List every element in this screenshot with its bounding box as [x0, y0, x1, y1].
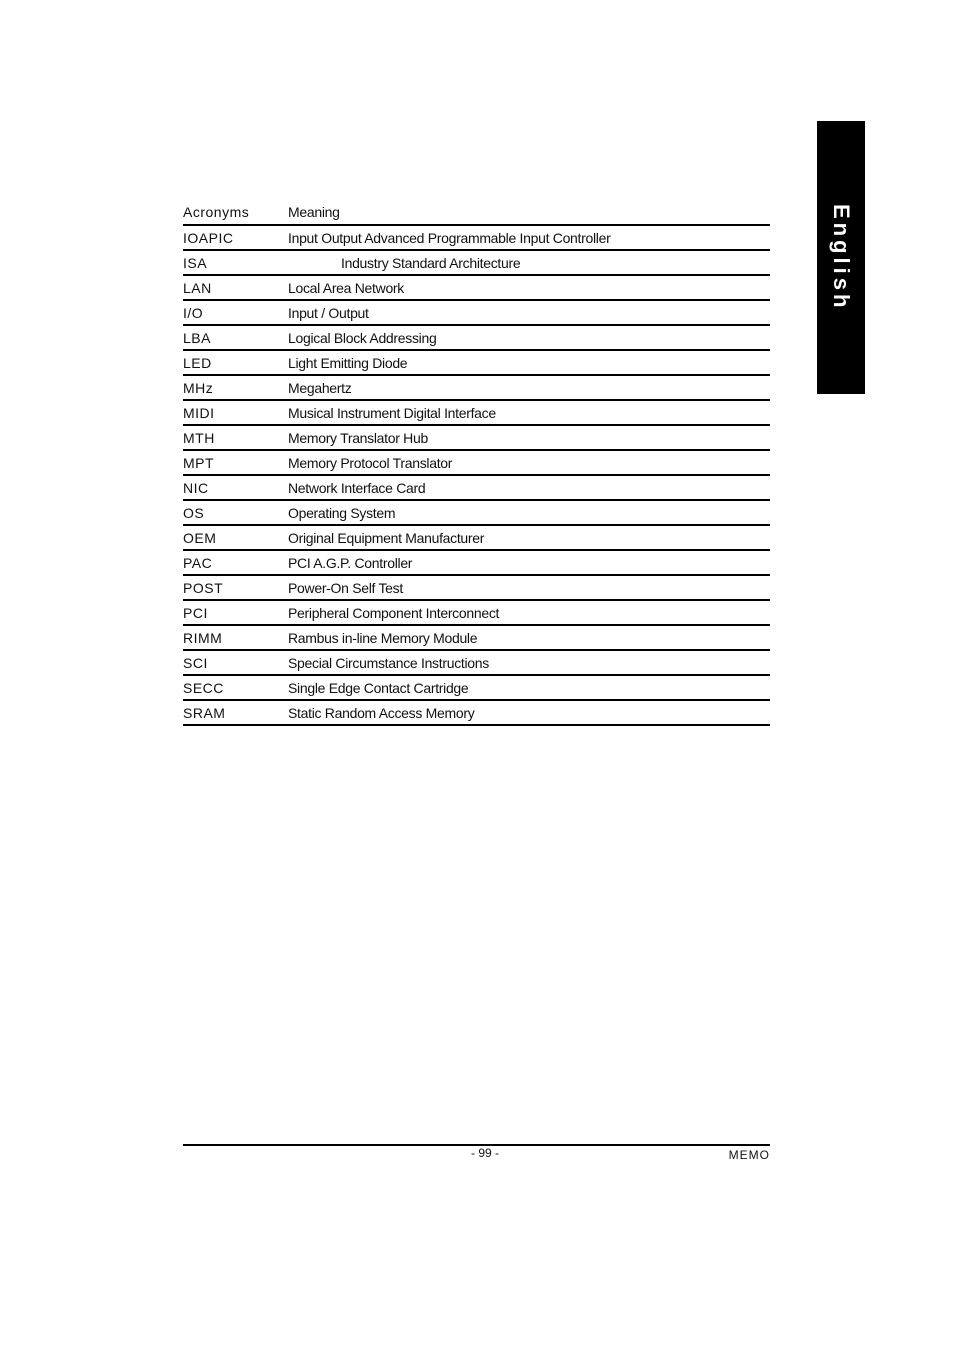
table-row: [183, 326, 770, 351]
acronym-cell: POST: [183, 579, 224, 596]
header-acronyms: Acronyms: [183, 204, 250, 220]
acronym-cell: MTH: [183, 429, 215, 446]
page-number: - 99 -: [470, 1146, 499, 1160]
meaning-cell: Memory Protocol Translator: [288, 454, 453, 471]
acronym-cell: NIC: [183, 479, 209, 496]
table-row: [183, 551, 770, 576]
acronym-cell: LBA: [183, 329, 211, 346]
acronym-cell: SRAM: [183, 704, 226, 721]
table-row: [183, 576, 770, 601]
table-row: [183, 601, 770, 626]
acronym-cell: ISA: [183, 254, 208, 271]
acronym-cell: RIMM: [183, 629, 223, 646]
table-header: [183, 200, 770, 226]
acronym-cell: MHz: [183, 379, 214, 396]
meaning-cell: Network Interface Card: [288, 479, 426, 496]
table-row: [183, 701, 770, 726]
acronym-cell: SECC: [183, 679, 224, 696]
table-row: [183, 401, 770, 426]
acronym-cell: OS: [183, 504, 205, 521]
meaning-cell: Musical Instrument Digital Interface: [288, 404, 496, 421]
table-row: [183, 676, 770, 701]
acronym-cell: MPT: [183, 454, 215, 471]
table-row: [183, 426, 770, 451]
acronym-cell: MIDI: [183, 404, 215, 421]
table-row: [183, 301, 770, 326]
acronym-cell: LAN: [183, 279, 212, 296]
table-row: [183, 276, 770, 301]
meaning-cell: Operating System: [288, 504, 396, 521]
meaning-cell: Peripheral Component Interconnect: [288, 604, 500, 621]
meaning-cell: Input Output Advanced Programmable Input Controller: [288, 229, 611, 246]
acronym-cell: I/O: [183, 304, 204, 321]
meaning-cell: Power-On Self Test: [288, 579, 403, 596]
meaning-cell: Input / Output: [288, 304, 369, 321]
acronym-cell: LED: [183, 354, 212, 371]
acronym-cell: IOAPIC: [183, 229, 234, 246]
meaning-cell: Single Edge Contact Cartridge: [288, 679, 469, 696]
table-row: [183, 351, 770, 376]
meaning-cell: Memory Translator Hub: [288, 429, 428, 446]
acronym-cell: PAC: [183, 554, 213, 571]
meaning-cell: Original Equipment Manufacturer: [288, 529, 485, 546]
meaning-cell: Local Area Network: [288, 279, 404, 296]
acronym-cell: SCI: [183, 654, 208, 671]
meaning-cell: Logical Block Addressing: [288, 329, 437, 346]
table-row: [183, 651, 770, 676]
acronym-cell: PCI: [183, 604, 208, 621]
language-tab-label: English: [829, 203, 854, 312]
table-row: [183, 451, 770, 476]
meaning-cell: PCI A.G.P. Controller: [288, 554, 413, 571]
header-meaning: Meaning: [288, 204, 340, 220]
meaning-cell: Special Circumstance Instructions: [288, 654, 489, 671]
acronyms-table: [183, 200, 770, 726]
table-row: [183, 526, 770, 551]
meaning-cell: Megahertz: [288, 379, 352, 396]
table-row: [183, 501, 770, 526]
table-row: [183, 226, 770, 251]
meaning-cell: Industry Standard Architecture: [341, 254, 521, 271]
meaning-cell: Rambus in-line Memory Module: [288, 629, 478, 646]
table-row: [183, 376, 770, 401]
footer-section-label: MEMO: [728, 1148, 770, 1162]
language-tab[interactable]: [817, 121, 865, 394]
table-row: [183, 251, 770, 276]
acronym-cell: OEM: [183, 529, 217, 546]
meaning-cell: Static Random Access Memory: [288, 704, 475, 721]
meaning-cell: Light Emitting Diode: [288, 354, 408, 371]
table-row: [183, 626, 770, 651]
table-row: [183, 476, 770, 501]
